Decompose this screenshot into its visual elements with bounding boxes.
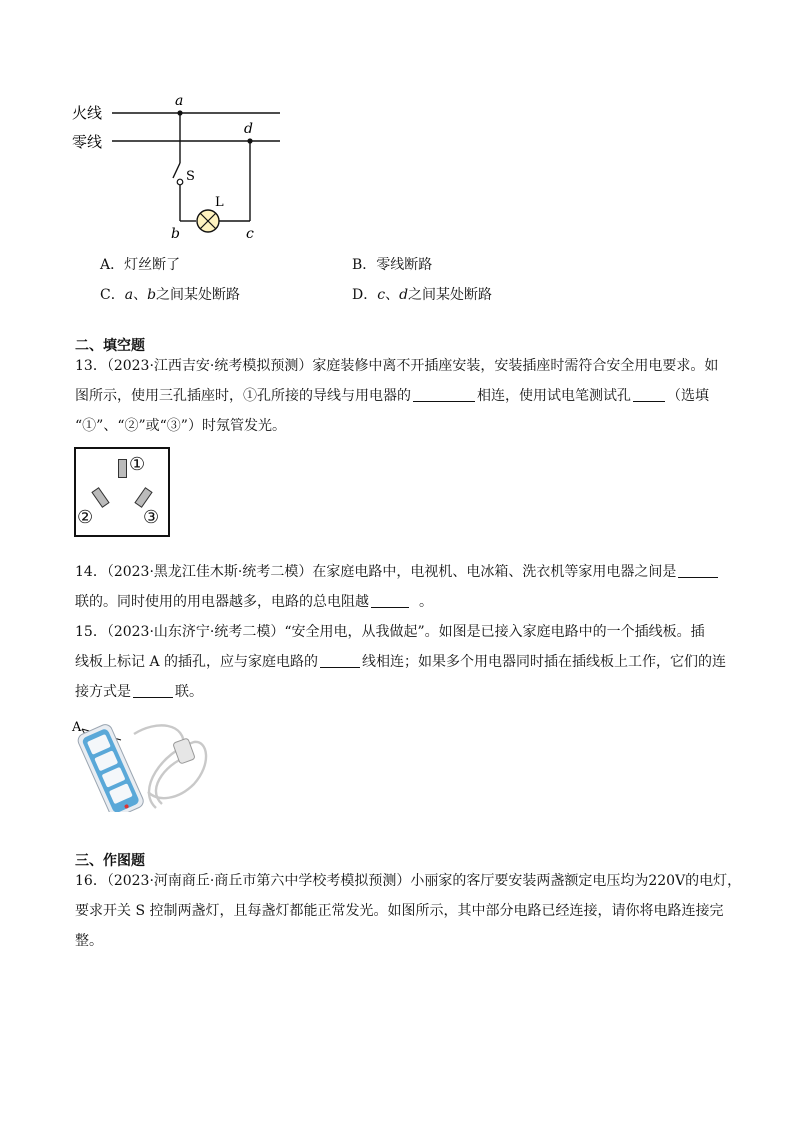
power-strip-illustration [66,712,216,812]
point-b-label: b [171,226,180,242]
option-d-var1: c [377,287,386,303]
switch-blade [173,163,180,178]
socket-hole-3 [134,487,152,508]
option-d-sep: 、 [385,287,400,303]
q16-line-3 [75,926,725,956]
q13-text-2b: 相连，使用试电笔测试孔 [477,388,631,404]
q15-text-1: 15．（2023·山东济宁·统考二模）“安全用电，从我做起”。如图是已接入家庭电路中的一个插线板。插 [75,624,705,640]
q13-line-1 [75,351,725,381]
strip-label-a: A [72,720,82,735]
option-d-var2: d [399,287,409,303]
q16-line-2 [75,896,725,926]
section-3-heading: 三、作图题 [75,853,145,869]
section-2-heading: 二、填空题 [75,338,145,354]
q13-text-1: 13．（2023·江西吉安·统考模拟预测）家庭装修中离不开插座安装，安装插座时需符合安全用电要求。如 [75,358,719,374]
cord [134,725,206,808]
strip-body [76,722,145,812]
q13-line-2 [75,381,725,411]
q15-line-2 [75,647,725,677]
q14-blank-1[interactable] [678,561,718,578]
neutral-label: 零线 [72,133,103,151]
q15-text-3a: 接方式是 [75,684,131,700]
q15-text-2a: 线板上标记 A 的插孔，应与家庭电路的 [75,654,319,670]
option-c-var2: b [147,287,157,303]
q14-text-1: 14．（2023·黑龙江佳木斯·统考二模）在家庭电路中，电视机、电冰箱、洗衣机等家用电器之间是 [75,564,677,580]
socket-label-1: ① [129,454,146,475]
q15-blank-2[interactable] [133,681,173,698]
option-c [100,284,240,304]
option-d-suffix: 之间某处断路 [408,287,493,303]
option-c-suffix: 之间某处断路 [156,287,241,303]
socket-hole-2 [91,487,109,508]
circuit-diagram [60,88,300,243]
q15-text-3b: 联。 [175,684,203,700]
point-d-label: d [244,121,253,137]
q14-text-2a: 联的。同时使用的用电器越多，电路的总电阻越 [75,594,369,610]
socket-hole-1 [118,459,127,478]
q14-blank-2[interactable] [371,591,409,608]
q14-text-2b: 。 [419,594,433,610]
option-b: B．零线断路 [352,257,433,273]
q13-blank-2[interactable] [633,385,665,402]
socket-label-2: ② [77,507,94,528]
lamp-icon [197,210,219,232]
lamp-label: L [215,195,224,210]
q16-text-2: 要求开关 S 控制两盏灯，且每盏灯都能正常发光。如图所示，其中部分电路已经连接，请你将电路连接完 [75,903,724,919]
q16-text-3: 整。 [75,933,103,949]
switch-contact [177,179,183,185]
live-label: 火线 [72,104,103,122]
q13-line-3 [75,411,725,441]
option-c-sep: 、 [133,287,148,303]
option-c-var1: a [124,287,134,303]
q13-text-2c: （选填 [667,388,709,404]
option-d-prefix: D． [352,287,378,303]
socket-figure [74,447,170,537]
q15-text-2b: 线相连；如果多个用电器同时插在插线板上工作，它们的连 [362,654,727,670]
q14-line-2 [75,587,725,617]
switch-label: S [186,169,195,184]
q13-text-3: “①”、“②”或“③”）时氖管发光。 [75,418,286,434]
q15-blank-1[interactable] [320,651,360,668]
q14-line-1 [75,557,725,587]
point-c-label: c [246,226,254,242]
socket-label-3: ③ [143,507,160,528]
q16-line-1 [75,866,742,896]
q13-text-2a: 图所示，使用三孔插座时，①孔所接的导线与用电器的 [75,388,411,404]
q15-line-3 [75,677,725,707]
option-d [352,284,492,304]
q15-line-1 [75,617,725,647]
q16-text-1: 16．（2023·河南商丘·商丘市第六中学校考模拟预测）小丽家的客厅要安装两盏额定电压均为220V的电灯， [75,873,742,889]
option-a: A．灯丝断了 [100,257,181,273]
option-c-prefix: C． [100,287,125,303]
q13-blank-1[interactable] [413,385,475,402]
point-a-label: a [175,93,184,109]
